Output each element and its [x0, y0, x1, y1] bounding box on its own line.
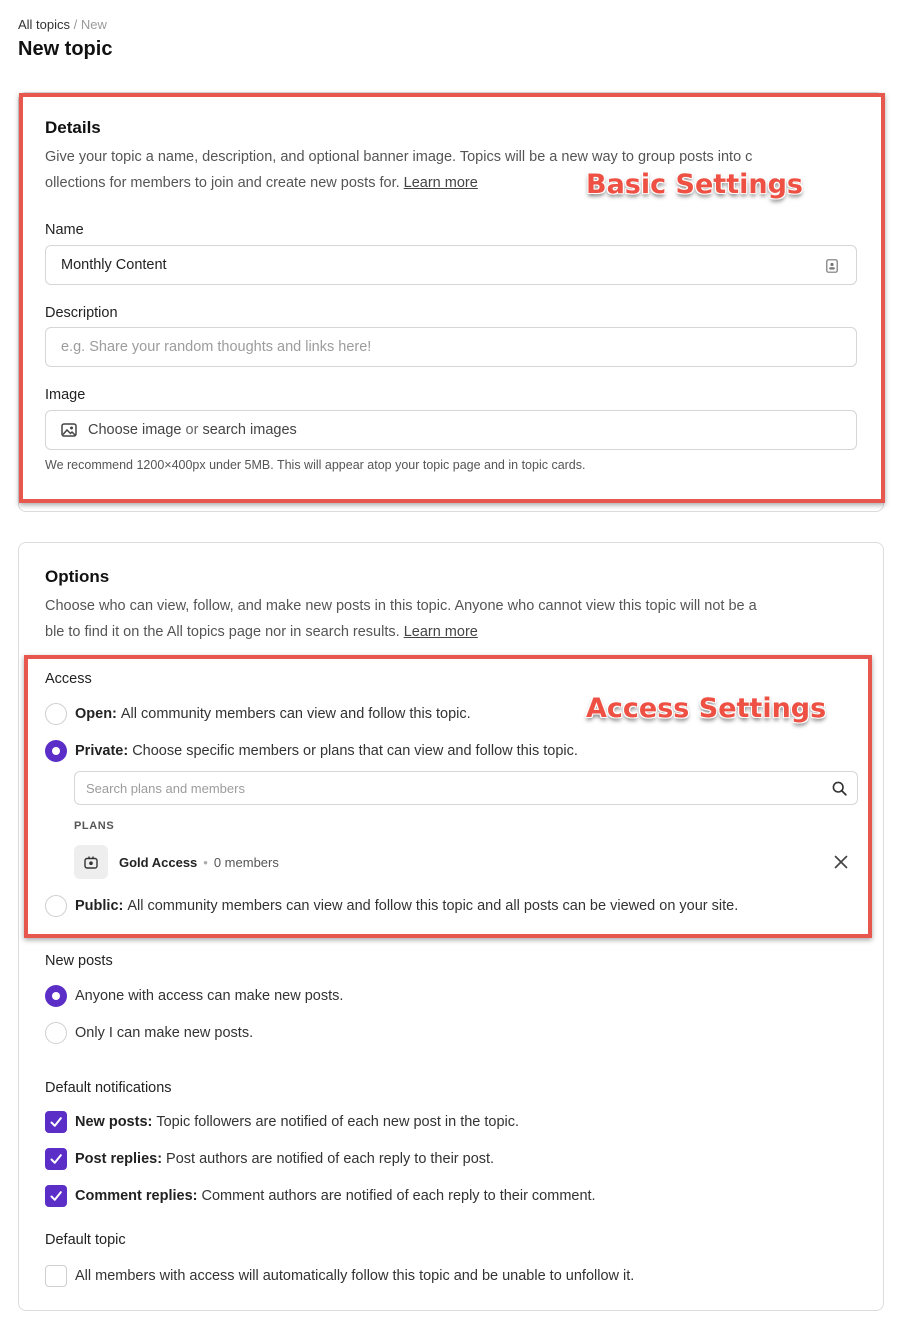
access-private-radio[interactable]	[45, 740, 67, 762]
page-title: New topic	[18, 38, 113, 60]
access-private-title: Private:	[75, 743, 129, 759]
new-posts-only-me-text: Only I can make new posts.	[75, 1025, 254, 1041]
notify-comment-replies-option[interactable]	[45, 1185, 596, 1207]
options-description	[45, 593, 757, 645]
plan-separator-dot: •	[203, 854, 208, 870]
search-images-link[interactable]: search images	[202, 422, 297, 438]
default-topic-option[interactable]	[45, 1265, 634, 1287]
contact-card-icon	[826, 259, 838, 273]
default-topic-checkbox[interactable]	[45, 1265, 67, 1287]
new-posts-option-anyone[interactable]	[45, 985, 343, 1007]
access-settings-annotation: Access Settings	[586, 693, 827, 724]
notify-new-posts-checkbox[interactable]	[45, 1111, 67, 1133]
image-picker[interactable]	[45, 410, 857, 450]
image-or-text: or	[185, 422, 199, 438]
access-public-radio[interactable]	[45, 895, 67, 917]
access-option-private[interactable]	[45, 740, 578, 762]
details-learn-more-link[interactable]: Learn more	[403, 175, 478, 191]
new-posts-only-me-radio[interactable]	[45, 1022, 67, 1044]
plan-row	[74, 845, 858, 879]
breadcrumb-all-topics-link[interactable]: All topics	[18, 17, 71, 32]
options-learn-more-link[interactable]: Learn more	[403, 624, 478, 640]
plans-members-search-input[interactable]	[74, 771, 858, 805]
options-title: Options	[45, 567, 110, 586]
breadcrumb	[18, 17, 107, 32]
access-option-open[interactable]	[45, 703, 471, 725]
default-notifications-label: Default notifications	[45, 1080, 172, 1096]
new-posts-anyone-text: Anyone with access can make new posts.	[75, 988, 344, 1004]
access-open-title: Open:	[75, 706, 117, 722]
new-posts-label: New posts	[45, 953, 113, 969]
plan-name: Gold Access	[119, 854, 198, 870]
description-label: Description	[45, 305, 118, 321]
check-icon	[49, 1115, 63, 1129]
image-hint: We recommend 1200×400px under 5MB. This will appear atop your topic page and in topic cards.	[45, 458, 586, 472]
search-icon[interactable]	[832, 781, 847, 796]
close-icon[interactable]	[834, 855, 848, 869]
choose-image-link[interactable]: Choose image	[88, 422, 182, 438]
notify-post-replies-option[interactable]	[45, 1148, 494, 1170]
access-open-radio[interactable]	[45, 703, 67, 725]
notify-new-posts-text: Topic followers are notified of each new post in the topic.	[156, 1114, 520, 1130]
image-label: Image	[45, 387, 86, 403]
notify-comment-replies-text: Comment authors are notified of each reply to their comment.	[201, 1188, 596, 1204]
new-posts-option-only-me[interactable]	[45, 1022, 253, 1044]
notify-comment-replies-checkbox[interactable]	[45, 1185, 67, 1207]
notify-post-replies-text: Post authors are notified of each reply to their post.	[166, 1151, 495, 1167]
plan-badge-icon	[74, 845, 108, 879]
access-open-text: All community members can view and follow this topic.	[120, 706, 471, 722]
breadcrumb-current: New	[80, 17, 107, 32]
search-input-placeholder: Search plans and members	[86, 780, 245, 796]
name-input[interactable]	[45, 245, 857, 285]
new-posts-anyone-radio[interactable]	[45, 985, 67, 1007]
details-description-text: Give your topic a name, description, and optional banner image. Topics will be a new way to group posts into collections for members to join and create new posts for.	[45, 149, 753, 191]
check-icon	[49, 1189, 63, 1203]
options-description-text: Choose who can view, follow, and make new posts in this topic. Anyone who cannot view this topic will not be able to find it on the All topics page nor in search results.	[45, 598, 757, 640]
default-topic-text: All members with access will automatically follow this topic and be unable to unfollow it.	[75, 1268, 635, 1284]
description-input-placeholder: e.g. Share your random thoughts and links here!	[61, 339, 372, 355]
notify-new-posts-title: New posts:	[75, 1114, 153, 1130]
default-topic-label: Default topic	[45, 1232, 126, 1248]
image-icon	[61, 423, 77, 437]
name-input-value: Monthly Content	[61, 257, 167, 273]
notify-comment-replies-title: Comment replies:	[75, 1188, 198, 1204]
access-public-title: Public:	[75, 898, 124, 914]
access-label: Access	[45, 671, 92, 687]
notify-new-posts-option[interactable]	[45, 1111, 519, 1133]
basic-settings-annotation: Basic Settings	[586, 169, 803, 200]
name-label: Name	[45, 222, 84, 238]
access-option-public[interactable]	[45, 895, 738, 917]
description-input[interactable]	[45, 327, 857, 367]
check-icon	[49, 1152, 63, 1166]
plans-heading: PLANS	[74, 820, 115, 832]
details-title: Details	[45, 118, 101, 137]
access-private-text: Choose specific members or plans that can view and follow this topic.	[132, 743, 578, 759]
breadcrumb-separator: /	[73, 17, 78, 32]
access-public-text: All community members can view and follow this topic and all posts can be viewed on your site.	[127, 898, 739, 914]
notify-post-replies-title: Post replies:	[75, 1151, 163, 1167]
notify-post-replies-checkbox[interactable]	[45, 1148, 67, 1170]
image-picker-text	[88, 422, 297, 438]
plan-member-count: 0 members	[213, 854, 279, 870]
